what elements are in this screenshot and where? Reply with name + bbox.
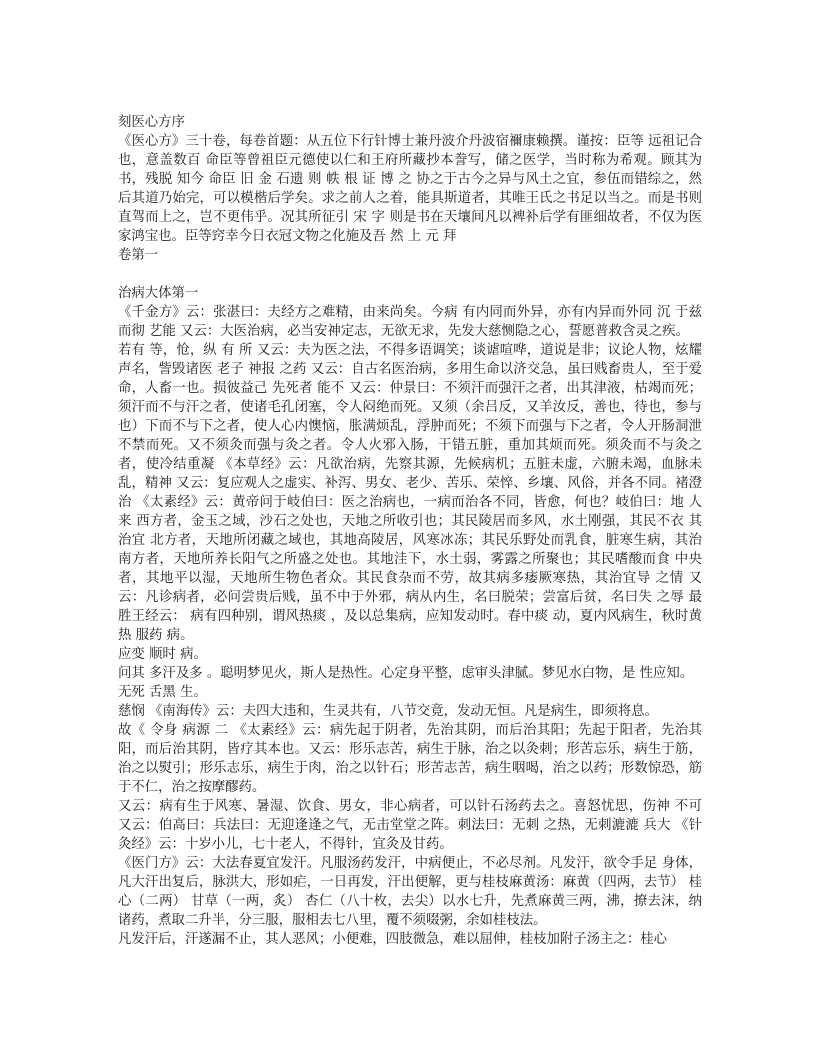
preface-paragraph: 《医心方》三十卷，每卷首题：从五位下行针博士兼丹波介丹波宿禰康赖撰。谨按：臣等 远祖记合 也，意盖数百 命臣等曾祖臣元德使以仁和王府所藏抄本誊写，储之医学，当时称为希观。顾其为书，残脱 知今 命臣 旧 金 石遗 则 帙 根 证 博 之 协之于古今之异与风土之宜，参伍而错综之，然后其道乃始完，可以模楷后学矣。求之前人之着，能具斯道者，其唯王氏之书足以当之。而是书则直驾而上之，岂不更伟乎。况其所征引 宋 字 则是书在天壤间凡以裨补后学有匪细故者，不仅为医家鸿宝也。臣等窍幸今日衣冠文物之化施及吾 然 上 元 拜: [118, 134, 702, 244]
section-title: 治病大体第一: [118, 286, 199, 301]
preface-title: 刻医心方序: [118, 115, 185, 130]
volume-heading: 卷第一: [118, 248, 159, 263]
body-paragraph: 应变 顺时 病。: [118, 647, 207, 662]
body-paragraph: 若有 等，怆，纵 有 所 又云：夫为医之法，不得多语调笑；谈谑喧哗，道说是非；议论人物，炫耀声名，訾毁诸医 老子 神报 之药 又云：自古名医治病，多用生命以济交急，虽曰贱畜贵人，至于爱命，人畜一也。损彼益己 先死者 能不 又云：仲景曰：不须汗而强汗之者，出其津液，枯竭而死；须汗而不与汗之者，使诸毛孔闭塞，令人闷绝而死。又须（余吕反，又羊汝反，善也，待也，参与也）下而不与下之者，使人心内懊恼，胀满烦乱，浮肿而死；不须下而强与下之者，令人开肠洞泄不禁而死。又不须灸而强与灸之者。令人火邪入肠，干错五脏，重加其烦而死。须灸而不与灸之者，使冷结重凝 《本草经》云：凡欲治病，先察其源，先候病机；五脏未虚，六腑未竭，血脉未乱，精神 又云：复应观人之虚实、补泻、男女、老少、苦乐、荣悴、乡壤、风俗，并各不同。褚澄治 《太素经》云：黄帝问于岐伯曰：医之治病也，一病而治各不同，皆愈，何也？岐伯曰：地 人 来 西方者，金玉之域，沙石之处也，天地之所收引也；其民陵居而多风，水土刚强，其民不衣 其治宜 北方者，天地所闭藏之域也，其地高陵居，风寒冰冻；其民乐野处而乳食，脏寒生病，其治 南方者，天地所养长阳气之所盛之处也。其地洼下，水土弱，雾露之所聚也；其民嗜酸而食 中央者，其地平以湿，天地所生物色者众。其民食杂而不劳，故其病多痿厥寒热，其治宜导 之情 又云：凡诊病者，必问尝贵后贱，虽不中于外邪，病从内生，名曰脱荣；尝富后贫，名曰失 之辱 最胜王经云： 病有四种别，谓风热痰 ，及以总集病，应知发动时。春中痰 动，夏内风病生，秋时黄热 服药 病。: [118, 343, 702, 643]
body-paragraph: 又云：病有生于风寒、暑湿、饮食、男女，非心病者，可以针石汤药去之。喜怒忧思，伤神 不可 又云：伯高曰：兵法曰：无迎逢逢之气，无击堂堂之阵。刺法曰：无刺 之热，无刺漉漉 兵大 《针灸经》云：十岁小儿，七十老人，不得针，宜灸及甘药。: [118, 799, 702, 852]
body-paragraph: 慈悯 《南海传》云：夫四大违和，生灵共有，八节交竟，发动无恒。凡是病生，即须将息。: [118, 704, 658, 719]
blank-line: [118, 265, 702, 284]
body-paragraph: 问其 多汗及多 。聪明梦见火，斯人是热性。心定身平整，虑审头津腻。梦见水白物，是 性应知。: [118, 666, 694, 681]
document-page: [118, 113, 702, 949]
body-paragraph: 故《 令身 病源 二 《太素经》云：病先起于阴者，先治其阴，而后治其阳；先起于阳者，先治其阳，而后治其阴，皆疗其本也。又云：形乐志苦，病生于脉，治之以灸刺；形苦忘乐，病生于筋，治之以熨引；形乐志乐，病生于肉，治之以针石；形苦志苦，病生咽喝，治之以药；形数惊恐，筋于不仁，治之按摩醪药。: [118, 723, 702, 795]
body-paragraph: 凡发汗后，汗遂漏不止，其人恶风；小便难，四肢微急，难以屈伸，桂枝加附子汤主之：桂心: [118, 932, 668, 947]
body-paragraph: 《千金方》云：张湛曰：夫经方之难精，由来尚矣。今病 有内同而外异，亦有内异而外同 沉 于兹 而彻 艺能 又云：大医治病，必当安神定志，无欲无求，先发大慈恻隐之心，誓愿普救含灵之疾。: [118, 305, 702, 339]
body-paragraph: 《医门方》云：大法春夏宜发汗。凡服汤药发汗，中病便止，不必尽剂。凡发汗，欲令手足 身体，凡大汗出复后，脉洪大，形如疟，一日再发，汗出便解，更与桂枝麻黄汤：麻黄（四两，去节） 桂心（二两） 甘草（一两，炙） 杏仁（八十枚，去尖）以水七升，先煮麻黄三两，沸，撩去沫，纳诸药，煮取二升半，分三服，服相去七八里，覆不须啜粥，余如桂枝法。: [118, 856, 702, 928]
body-paragraph: 无死 舌黑 生。: [118, 685, 207, 700]
